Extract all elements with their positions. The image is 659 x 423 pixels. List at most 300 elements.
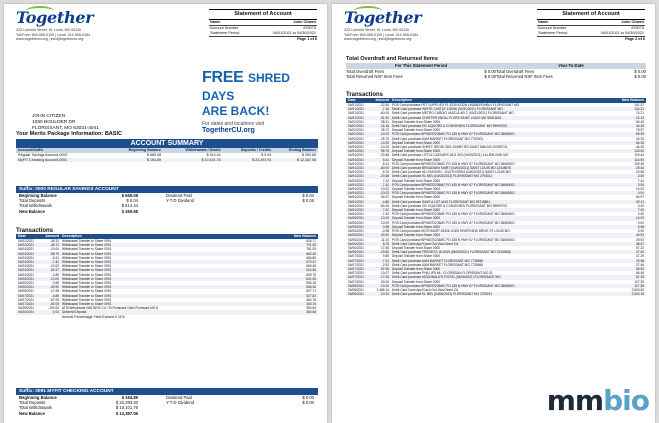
balance-label: New Balance <box>19 208 45 214</box>
tx-cell: 40.92 <box>381 233 389 238</box>
tx-cell: -11.00 <box>380 237 389 242</box>
tx-cell: 2,603.53 <box>631 287 644 292</box>
tx-cell: 44.25 <box>636 124 644 129</box>
dividend-label <box>138 411 218 416</box>
tx-cell: 84.45 <box>636 271 644 276</box>
tx-cell: 119.44 <box>634 153 644 158</box>
tx-cell: 8.75 <box>382 241 389 246</box>
tx-cell: 04/04/2021 <box>348 191 364 196</box>
tx-cell: 04/28/2021 <box>18 306 34 311</box>
tx-cell: -10.00 <box>379 283 389 288</box>
tx-cell: 29.92 <box>636 237 644 242</box>
overdraft-cell: Total Overdraft Fees <box>346 69 384 74</box>
tx-cell: 04/04/2021 <box>348 161 364 166</box>
tx-cell: 04/04/2021 <box>348 153 364 158</box>
summary-cell: $ 0.04 <box>261 153 272 157</box>
summary-cell: $ 10,101.76 <box>201 157 221 162</box>
tx-cell: -10.07 <box>379 271 389 276</box>
summary-header: Beginning Balance <box>128 148 162 152</box>
tx-cell: -29.82 <box>379 250 389 255</box>
tx-cell: 04/02/2021 <box>348 128 364 133</box>
overdraft-cell: Total Returned NSF Item Fees <box>346 74 403 80</box>
tx-cell: 109.49 <box>634 161 644 166</box>
tx-cell: -98.75 <box>49 251 59 256</box>
tx-cell: 04/01/2021 <box>348 103 364 107</box>
balance-value: $ 10,101.76 <box>115 405 138 411</box>
overdraft-cell: Total Returned NSF Item Fees <box>496 74 553 80</box>
tx-cell: 527.71 <box>306 289 316 294</box>
statement-page-1 <box>4 4 327 423</box>
tx-cell: 04/05/2021 <box>348 216 364 221</box>
tx-cell: 04/04/2021 <box>348 203 364 208</box>
tx-cell: 686.89 <box>306 255 316 260</box>
account-summary: ACCOUNT SUMMARY Account/Suffix Beginning Balance Withdrawals / Debits Deposits / Credits Ending Balance Regular Savings Account-0000 $ 665.08 $ 514.44 $ 0.04 $ 350.68 MyFIT Checking Account-0091 $ 164.89 $ 10,101.76 $ 22,293.93 $ 12,387.06 <box>16 139 318 162</box>
balance-value: $ 0.04 <box>126 198 138 204</box>
tx-cell: Deposit Transfer from Share 0000 <box>392 233 441 238</box>
tx-cell: 04/04/2021 <box>18 272 34 277</box>
overdraft-cell: $ 0.00 <box>634 69 646 74</box>
tx-cell: -10.00 <box>49 276 59 281</box>
dividend-value: $ 0.04 <box>302 193 314 198</box>
tx-cell: 04/02/2021 <box>348 140 364 145</box>
tx-cell: 114.90 <box>634 157 644 162</box>
tx-cell: -16.18 <box>379 124 389 129</box>
tx-cell: Debit Card Cash App*Cash Out Visa Direct CA <box>392 287 459 292</box>
tx-cell: 04/01/2021 <box>348 107 364 112</box>
yield-note: Annual Percentage Yield Earned 0.11% <box>62 314 125 319</box>
tx-cell: 0.00 <box>637 182 644 187</box>
tx-cell: 460.76 <box>306 297 316 302</box>
checking-section: Suffix: 0091 MYFIT CHECKING ACCOUNT Beginning Balance $ 164.89 Dividend Paid $ 0.00 Total Deposits $ 22,293.93 Y-T-D Dividend $ 0.00 Total Withdrawals $ 10,101.76 New Balance $ 12,387.06 <box>16 388 318 416</box>
tx-cell: 0.98 <box>382 224 389 229</box>
tx-cell: 04/07/2021 <box>18 297 34 302</box>
tx-cell: Debit Card purchase A&M MARKET FLORISSANT MO 7735560 <box>392 262 484 267</box>
tx-cell: -51.92 <box>379 115 389 120</box>
tx-cell: 10.02 <box>381 187 389 192</box>
tx-cell: 54.97 <box>381 195 389 200</box>
tx-cell: Dividend Deposit <box>62 310 87 315</box>
tx-cell: -10.02 <box>379 191 389 196</box>
tx-cell: 7.42 <box>382 208 389 213</box>
tx-cell: -35.72 <box>49 243 59 248</box>
statement-header: Statement of Account Name John Citizen Account Number 876075 Statement Period 04/01/2021 to 04/30/2021 Page 2 of 6 <box>538 11 645 41</box>
tx-header: New Balance <box>293 234 316 238</box>
tx-cell: Deposit Transfer from Share 0000 <box>392 187 441 192</box>
tx-cell: Debit Card purchase PHILLIPS 66 - FLORISSAN FLORISSANT MO 31 <box>392 271 493 276</box>
tx-cell: 7.42 <box>637 208 644 213</box>
overdraft-cell: Total Overdraft Fees <box>496 69 534 74</box>
tx-cell: 29.44 <box>636 166 644 171</box>
tx-cell: 04/06/2021 <box>18 285 34 290</box>
recipient-address: JOHN CITIZEN 1080 BOULDER DR FLORISSANT, MO 63031-4041 <box>32 114 99 131</box>
tx-cell: 400.76 <box>306 302 316 307</box>
tx-cell: 04/04/2021 <box>18 251 34 256</box>
overdraft-cell: $ 0.00 <box>634 74 646 80</box>
tx-cell: 54.97 <box>636 195 644 200</box>
tx-cell: 134.21 <box>634 107 644 112</box>
tx-cell: 04/02/2021 <box>348 124 364 129</box>
tx-cell: 04/02/2021 <box>348 136 364 141</box>
tx-cell: 04/04/2021 <box>18 260 34 265</box>
cu-address: 423 Lucerne Street, St. Louis, MO 63116 Toll Free: 800-555-0100 | Local: 314-555-0184 www.togethercu.org | info@togethercu.org <box>16 28 91 42</box>
tx-cell: 38.31 <box>381 119 389 124</box>
dividend-label: Y-T-D Dividend <box>166 198 195 204</box>
balance-value: $ 12,387.06 <box>115 410 138 416</box>
tx-cell: -17.06 <box>379 275 389 280</box>
summary-header: Ending Balance <box>288 148 316 152</box>
tx-cell: -7.42 <box>381 182 389 187</box>
balance-label: Total Withdrawals <box>19 405 52 411</box>
tx-cell: 04/07/2021 <box>348 254 364 259</box>
tx-cell: Debit Card purchase CHATTER KNOLL FLORS SAINT LOUIS MO 95201601 <box>392 115 502 120</box>
tx-cell: 0.00 <box>637 220 644 225</box>
tx-cell: 04/06/2021 <box>348 245 364 250</box>
tx-cell: 04/02/2021 <box>348 119 364 124</box>
tx-cell: Debit Card purchase DG LIQUORS & CONVENIEN FLORISSANT MO 99993703 <box>392 124 507 129</box>
tx-cell: 79.97 <box>636 128 644 133</box>
tx-cell: 04/04/2021 <box>18 247 34 252</box>
tx-cell: 10.00 <box>636 216 644 221</box>
tx-cell: -54.97 <box>49 268 59 273</box>
tx-cell: Deposit Transfer from Share 0000 <box>392 195 441 200</box>
tx-cell: -5.41 <box>381 161 389 166</box>
tx-cell: Deposit Transfer from Share 0000 <box>392 128 441 133</box>
tx-cell: Debit Card Cash App*Cash Out Visa Direct CA <box>392 241 459 246</box>
tx-cell: 22.12 <box>636 115 644 120</box>
tx-cell: Debit Card purchase WHITE CASTLE 110036 (03/31/2021) FLORISSANT MO <box>392 107 503 112</box>
tx-cell: 04/07/2021 <box>18 293 34 298</box>
tx-cell: 04/07/2021 <box>18 302 34 307</box>
summary-cell: $ 350.68 <box>301 153 316 157</box>
tx-cell: -80.00 <box>379 166 389 171</box>
tx-cell: Debit Card purchase NU FASHION - SOUTH BRDA (04/03/2021) SAINT LOUIS MO <box>392 170 511 175</box>
tx-cell: Deposit Transfer from Share 0000 <box>392 157 441 162</box>
tx-cell: 04/04/2021 <box>348 174 364 179</box>
tx-cell: 2,543.19 <box>631 292 644 297</box>
balance-label: New Balance <box>19 410 45 416</box>
summary-header: Deposits / Credits <box>240 148 272 152</box>
tx-cell: -60.00 <box>379 111 389 116</box>
dividend-label: Dividend Paid <box>166 193 192 198</box>
tx-cell: Debit Card purchase A&M MARKET FLORISSANT MO 7700001 <box>392 136 484 141</box>
tx-cell: -7.16 <box>381 107 389 112</box>
tx-cell: 04/07/2021 <box>348 271 364 276</box>
tx-cell: 94.52 <box>636 266 644 271</box>
credit-union-logo: Together <box>344 8 422 27</box>
tx-cell: 5.41 <box>382 157 389 162</box>
tx-cell: 04/04/2021 <box>348 187 364 192</box>
tx-cell: -2.52 <box>381 262 389 267</box>
tx-cell: Debit Card purchase SAVE A LOT #419 FLORISSANT MO 95718861 <box>392 199 490 204</box>
tx-cell: 37.29 <box>636 254 644 259</box>
tx-cell: 601.05 <box>306 276 316 281</box>
tx-cell: Debit Card purchase METRO CARDIO VASCULAR C (03/31/2021) FLORISSANT MO <box>392 111 514 116</box>
tx-cell: -10.02 <box>379 132 389 137</box>
tx-cell: 791.05 <box>306 243 316 248</box>
tx-header: Description <box>62 234 82 238</box>
tx-cell: Debit Card purchase EL MEL (04/02/2021) FLORISSANT MO 2793011 <box>392 174 493 179</box>
statement-header: Statement of Account Name John Citizen Account Number 876075 Statement Period 04/01/2021 to 04/30/2021 Page 1 of 6 <box>210 11 317 41</box>
tx-cell: Debit Card purchase LITTLE CAESARS 1611 300 (04/03/2021) 314-809-0000 MO <box>392 153 509 158</box>
tx-cell: 54.25 <box>636 140 644 145</box>
tx-cell: -0.98 <box>381 229 389 234</box>
balance-value: $ 350.68 <box>121 208 138 214</box>
tx-cell: -23.56 <box>379 153 389 158</box>
tx-cell: 27.40 <box>636 250 644 255</box>
tx-cell: Debit Card purchase SHEEY DROW 3161 ASHBY RD SAINT ANN MO 00093741 <box>392 145 508 150</box>
tx-cell: POS Card purchase BPH8370236MC PO 425 N HWY 67 FLORISSANT MO 36660001 <box>392 132 515 137</box>
summary-header: Account/Suffix <box>18 148 44 152</box>
tx-cell: 67.06 <box>381 266 389 271</box>
tx-cell: -100.00 <box>48 306 59 311</box>
tx-cell: POS Card purchase BPH8370236MC PO 425 N HWY 67 FLORISSANT MO 36660001 <box>392 212 515 217</box>
tx-cell: 781.05 <box>306 247 316 252</box>
dividend-value: $ 0.00 <box>302 395 314 400</box>
tx-cell: 04/04/2021 <box>18 255 34 260</box>
tx-cell: -17.65 <box>49 289 59 294</box>
tx-cell: -8.76 <box>381 170 389 175</box>
tx-cell: 0.00 <box>637 191 644 196</box>
tx-cell: Deposit Transfer from Share 0000 <box>392 245 441 250</box>
balance-label: Total Deposits <box>19 400 46 406</box>
tx-cell: 04/06/2021 <box>18 289 34 294</box>
tx-cell: -4.80 <box>51 272 59 277</box>
tx-cell: Debit Card purchase DG LIQUORS & CONVENIEN FLORISSANT MO 99993703 <box>392 203 507 208</box>
balance-label: Total Deposits <box>19 198 46 204</box>
tx-cell: 04/04/2021 <box>348 212 364 217</box>
tx-cell: 04/08/2021 <box>348 283 364 288</box>
tx-cell: 04/05/2021 <box>18 281 34 286</box>
tx-cell: 04/04/2021 <box>348 195 364 200</box>
statement-page-2 <box>332 4 655 423</box>
table-row <box>346 292 646 296</box>
tx-cell: 2,486.14 <box>376 287 389 292</box>
tx-cell: 60.43 <box>636 119 644 124</box>
tx-cell: Withdrawal Transfer to Share 0091 <box>62 247 112 252</box>
tx-cell: -38.31 <box>49 239 59 243</box>
tx-cell: 0.00 <box>637 203 644 208</box>
summary-cell: Regular Savings Account-0000 <box>18 153 68 157</box>
tx-cell: Withdrawal Transfer to Share 0091 <box>62 268 112 273</box>
tx-cell: -67.06 <box>49 297 59 302</box>
balance-value: $ 22,293.93 <box>115 400 138 406</box>
tx-cell: Debit Card purchase MCDONALD'S F32731 (04/06/2021) FLORISSANT MO <box>392 275 501 280</box>
tx-cell: POS Card purchase BPH8370236MC PO 425 N HWY 67 FLORISSANT MO 36660001 <box>392 237 515 242</box>
tx-cell: Debit Card purchase A&M MARKET FLORISSANT MO 7735560 <box>392 258 484 263</box>
tx-cell: POS Card purchase BPH8370236MC PO 425 N HWY 67 FLORISSANT MO 36660001 <box>392 283 515 288</box>
tx-cell: Withdrawal Transfer to Share 0091 <box>62 281 112 286</box>
tx-cell: -20.68 <box>379 174 389 179</box>
tx-cell: Withdrawal Transfer to Share 0091 <box>62 243 112 248</box>
tx-cell: Deposit Transfer from Share 0000 <box>392 254 441 259</box>
tx-cell: Debit Card purchase BROADWAY MART (04/03/2021) SAINT LOUIS MO 12345678 <box>392 166 511 171</box>
tx-cell: 527.82 <box>306 293 316 298</box>
summary-row <box>16 158 318 163</box>
tx-cell: -40.92 <box>49 285 59 290</box>
balance-label: Total Withdrawals <box>19 203 52 209</box>
tx-cell: 04/06/2021 <box>348 241 364 246</box>
tx-cell: 04/04/2021 <box>348 145 364 150</box>
tx-cell: 04/05/2021 <box>348 224 364 229</box>
tx-cell: 67.39 <box>636 275 644 280</box>
overdraft-cell: $ 0.00 <box>484 69 496 74</box>
dividend-label: Y-T-D Dividend <box>166 400 195 406</box>
tx-cell: 27.46 <box>636 262 644 267</box>
balance-value: $ 514.44 <box>121 203 138 209</box>
savings-transactions: Transactions Date Amount Description New Balance 04/02/2021 -38.31 Withdrawal Transfer to Share 0091 626.77 04/02/2021 -35.72 Withdrawal Transfer to Share 0091 791.05 04/04/2021 -10.00 Withdrawal Transfer to Share 0091 781.05 04/04/2021 -98.75 Withdrawal Transfer to Share 0091 682.30 04/04/2021 -5.41 Withdrawal Transfer to Share 0091 686.89 04/04/2021 -7.42 Withdrawal Transfer to Share 0091 679.47 04/04/2021 -10.02 Withdrawal Transfer to Share 0091 669.45 04/04/2021 -54.97 Withdrawal Transfer to Share 0091 614.56 04/04/2021 -4.80 Withdrawal Transfer to Share 0091 609.76 04/05/2021 -10.00 Withdrawal Transfer to Share 0091 601.05 04/05/2021 -0.96 Withdrawal Transfer to Share 0091 596.18 04/06/2021 -40.92 Withdrawal Transfer to Share 0091 556.26 04/06/2021 -17.65 Withdrawal Transfer to Share 0091 527.71 04/07/2021 -0.89 Withdrawal Transfer to Share 0091 527.82 04/07/2021 -67.06 Withdrawal Transfer to Share 0091 460.76 04/07/2021 -60.00 Withdrawal Transfer to Share 0091 400.76 04/28/2021 -100.00 ATM Withdrawal VANTAGE CU 7th Florissant Oaks Florissant MO 8 350.64 04/30/2021 0.04 Dividend Deposit 350.68 Annual Percentage Yield Earned 0.11% <box>16 228 316 319</box>
tx-cell: 9.89 <box>382 254 389 259</box>
tx-cell: 596.18 <box>306 281 316 286</box>
tx-cell: Withdrawal Transfer to Share 0091 <box>62 260 112 265</box>
tx-cell: 0.00 <box>637 229 644 234</box>
dividend-label <box>138 209 218 214</box>
overdraft-title: Total Overdraft and Returned Items <box>346 56 438 62</box>
tx-cell: Deposit Transfer from Share 0000 <box>392 119 441 124</box>
tx-cell: 04/05/2021 <box>348 229 364 234</box>
tx-cell: 04/04/2021 <box>348 199 364 204</box>
summary-cell: MyFIT Checking Account-0091 <box>18 157 68 162</box>
tx-cell: 0.00 <box>637 174 644 179</box>
tx-cell: 0.04 <box>52 310 59 315</box>
package-info: Your Merits Package Information: BASIC <box>16 131 122 137</box>
tx-cell: Withdrawal Transfer to Share 0091 <box>62 297 112 302</box>
tx-cell: 44.25 <box>636 136 644 141</box>
tx-cell: 44.25 <box>636 145 644 150</box>
tx-cell: 74.21 <box>636 111 644 116</box>
tx-cell: Withdrawal Transfer to Share 0091 <box>62 276 112 281</box>
tx-cell: 04/07/2021 <box>348 266 364 271</box>
dividend-value: $ 0.00 <box>302 400 314 406</box>
tx-cell: Withdrawal Transfer to Share 0091 <box>62 251 112 256</box>
tx-cell: 04/04/2021 <box>348 208 364 213</box>
balance-label: Beginning Balance <box>19 193 57 198</box>
tx-cell: 04/02/2021 <box>18 243 34 248</box>
tx-cell: -25.70 <box>379 136 389 141</box>
tx-cell: 10.00 <box>381 140 389 145</box>
overdraft-row <box>346 74 646 79</box>
tx-cell: Withdrawal Transfer to Share 0091 <box>62 285 112 290</box>
tx-cell: -7.42 <box>381 212 389 217</box>
balance-value: $ 164.89 <box>121 395 138 400</box>
tx-cell: 60.00 <box>381 279 389 284</box>
watermark: mmbio <box>546 384 649 417</box>
tx-cell: Withdrawal Transfer to Share 0091 <box>62 272 112 277</box>
tx-cell: 35.72 <box>381 128 389 133</box>
tx-cell: 679.47 <box>306 260 316 265</box>
tx-cell: Debit Card purchase EL MEL (04/06/2021) FLORISSANT MO 2793011 <box>392 292 493 297</box>
tx-cell: 117.39 <box>634 283 644 288</box>
tx-cell: Withdrawal Transfer to Share 0091 <box>62 289 112 294</box>
tx-cell: 350.68 <box>306 310 316 315</box>
balance-line <box>16 411 318 416</box>
balance-value: $ 665.08 <box>121 193 138 198</box>
tx-cell: 38.67 <box>636 241 644 246</box>
tx-cell: Deposit Transfer from Share 0000 <box>392 178 441 183</box>
tx-cell: 609.76 <box>306 272 316 277</box>
tx-cell: 04/07/2021 <box>348 275 364 280</box>
tx-cell: Deposit Transfer from Share 0000 <box>392 279 441 284</box>
tx-cell: 04/02/2021 <box>348 115 364 120</box>
tx-cell: 04/05/2021 <box>348 220 364 225</box>
tx-cell: 669.45 <box>306 264 316 269</box>
tx-cell: 04/04/2021 <box>348 157 364 162</box>
tx-cell: -22.84 <box>379 103 389 107</box>
tx-cell: 04/08/2021 <box>348 287 364 292</box>
tx-cell: Deposit Transfer from Share 0000 <box>392 140 441 145</box>
tx-cell: 682.30 <box>306 251 316 256</box>
tx-cell: 556.26 <box>306 285 316 290</box>
tx-cell: -10.00 <box>379 220 389 225</box>
tx-cell: 04/06/2021 <box>348 250 364 255</box>
tx-cell: -7.42 <box>51 260 59 265</box>
tx-cell: POS Card purchase BPH8370236MC PO 425 N HWY 67 FLORISSANT MO 36660001 <box>392 161 515 166</box>
savings-section: Suffix: 0000 REGULAR SAVINGS ACCOUNT Beginning Balance $ 665.08 Dividend Paid $ 0.04 Total Deposits $ 0.04 Y-T-D Dividend $ 0.06 Total Withdrawals $ 514.44 New Balance $ 350.68 <box>16 186 318 214</box>
tx-cell: Debit Card purchase FREDDYS 16-0019 (04/05/2021) FLORISSANT MO 31252636 <box>392 250 511 255</box>
tx-cell: -5.41 <box>51 255 59 260</box>
tx-cell: 04/04/2021 <box>18 268 34 273</box>
tx-cell: -4.86 <box>381 199 389 204</box>
tx-cell: -60.00 <box>49 302 59 307</box>
tx-cell: 17.65 <box>381 245 389 250</box>
tx-cell: -10.00 <box>379 145 389 150</box>
shred-days-ad[interactable]: FREE SHRED DAYS ARE BACK! For dates and locations visit TogetherCU.org <box>202 69 318 127</box>
page-number: Page 1 of 6 <box>296 37 317 41</box>
tx-cell: 127.39 <box>634 279 644 284</box>
tx-cell: 04/07/2021 <box>348 279 364 284</box>
balance-label: Beginning Balance <box>19 395 57 400</box>
tx-cell: 10.02 <box>636 187 644 192</box>
tx-cell: Deposit Transfer from Share 0000 <box>392 208 441 213</box>
tx-cell: POS Card purchase MOTOMART #3306 11005 RIVERVIEW DRIVE ST LOUIS MO <box>392 229 510 234</box>
credit-union-logo: Together <box>16 8 94 27</box>
tx-cell: 04/04/2021 <box>348 149 364 154</box>
tx-header: Date <box>18 234 26 238</box>
tx-cell: 04/08/2021 <box>348 292 364 297</box>
tx-cell: -0.89 <box>51 293 59 298</box>
tx-header: Date <box>348 98 356 102</box>
tx-cell: 04/05/2021 <box>18 276 34 281</box>
tx-cell: POS Card purchase BPH8370236MC PO 425 N HWY 67 FLORISSANT MO 36660001 <box>392 182 515 187</box>
summary-cell: $ 665.08 <box>147 153 162 157</box>
tx-cell: 04/07/2021 <box>348 262 364 267</box>
dividend-value: $ 0.06 <box>302 198 314 204</box>
tx-cell: 98.75 <box>381 149 389 154</box>
tx-cell: 40.92 <box>636 233 644 238</box>
tx-cell: 350.64 <box>306 306 316 311</box>
tx-cell: 7.42 <box>637 178 644 183</box>
summary-header: Withdrawals / Debits <box>185 148 221 152</box>
checking-transactions: Transactions Date Amount Description New Balance 04/01/2021 -22.84 POS Card purchase PET SUPPLIES PL 8230 8232N LINDBERGHBLV FLORISSANT MO 141.37 04/01/2021 -7.16 Debit Card purchase WHITE CASTLE 110036 (03/31/2021) FLORISSANT MO 134.21 04/01/2021 -60.00 Debit Card purchase METRO CARDIO VASCULAR C (03/31/2021) FLORISSANT MO 74.21 04/02/2021 -51.92 Debit Card purchase CHATTER KNOLL FLORS SAINT LOUIS MO 95201601 22.12 04/02/2021 38.31 Deposit Transfer from Share 0000 60.43 04/02/2021 -16.18 Debit Card purchase DG LIQUORS & CONVENIEN FLORISSANT MO 99993703 44.25 04/02/2021 35.72 Deposit Transfer from Share 0000 79.97 04/02/2021 -10.02 POS Card purchase BPH8370236MC PO 425 N HWY 67 FLORISSANT MO 36660001 69.95 04/02/2021 -25.70 Debit Card purchase A&M MARKET FLORISSANT MO 7700001 44.25 04/02/2021 10.00 Deposit Transfer from Share 0000 54.25 04/04/2021 -10.00 Debit Card purchase SHEEY DROW 3161 ASHBY RD SAINT ANN MO 00093741 44.25 04/04/2021 98.75 Deposit Transfer from Share 0000 143.00 04/04/2021 -23.56 Debit Card purchase LITTLE CAESARS 1611 300 (04/03/2021) 314-809-0000 MO 119.44 04/04/2021 5.41 Deposit Transfer from Share 0000 114.90 04/04/2021 -5.41 POS Card purchase BPH8370236MC PO 425 N HWY 67 FLORISSANT MO 36660001 109.49 04/04/2021 -80.00 Debit Card purchase BROADWAY MART (04/03/2021) SAINT LOUIS MO 12345678 29.44 04/04/2021 -8.76 Debit Card purchase NU FASHION - SOUTH BRDA (04/03/2021) SAINT LOUIS MO 20.68 04/04/2021 -20.68 Debit Card purchase EL MEL (04/02/2021) FLORISSANT MO 2793011 0.00 04/04/2021 7.42 Deposit Transfer from Share 0000 7.42 04/04/2021 -7.42 POS Card purchase BPH8370236MC PO 425 N HWY 67 FLORISSANT MO 36660001 0.00 04/04/2021 10.02 Deposit Transfer from Share 0000 10.02 04/04/2021 -10.02 POS Card purchase BPH8370236MC PO 425 N HWY 67 FLORISSANT MO 36660001 0.00 04/04/2021 54.97 Deposit Transfer from Share 0000 54.97 04/04/2021 -4.86 Debit Card purchase SAVE A LOT #419 FLORISSANT MO 95718861 50.11 04/04/2021 -50.16 Debit Card purchase DG LIQUORS & CONVENIEN FLORISSANT MO 99993703 0.00 04/04/2021 7.42 Deposit Transfer from Share 0000 7.42 04/04/2021 -7.42 POS Card purchase BPH8370236MC PO 425 N HWY 67 FLORISSANT MO 36660001 0.00 04/05/2021 10.00 Deposit Transfer from Share 0000 10.00 04/05/2021 -10.00 POS Card purchase BPH8370236MC PO 425 N HWY 67 FLORISSANT MO 36660001 0.00 04/05/2021 0.98 Deposit Transfer from Share 0000 0.98 04/05/2021 -0.98 POS Card purchase MOTOMART #3306 11005 RIVERVIEW DRIVE ST LOUIS MO 0.00 04/06/2021 40.92 Deposit Transfer from Share 0000 40.92 04/06/2021 -11.00 POS Card purchase BPH8370236MC PO 425 N HWY 67 FLORISSANT MO 36660001 29.92 04/06/2021 8.75 Debit Card Cash App*Cash Out Visa Direct CA 38.67 04/06/2021 17.65 Deposit Transfer from Share 0000 57.22 04/06/2021 -29.82 Debit Card purchase FREDDYS 16-0019 (04/05/2021) FLORISSANT MO 31252636 27.40 04/07/2021 9.89 Deposit Transfer from Share 0000 37.29 04/07/2021 -7.31 Debit Card purchase A&M MARKET FLORISSANT MO 7735560 29.98 04/07/2021 -2.52 Debit Card purchase A&M MARKET FLORISSANT MO 7735560 27.46 04/07/2021 67.06 Deposit Transfer from Share 0000 94.52 04/07/2021 -10.07 Debit Card purchase PHILLIPS 66 - FLORISSAN FLORISSANT MO 31 84.45 04/07/2021 -17.06 Debit Card purchase MCDONALD'S F32731 (04/06/2021) FLORISSANT MO 67.39 04/07/2021 60.00 Deposit Transfer from Share 0000 127.39 04/08/2021 -10.00 POS Card purchase BPH8370236MC PO 425 N HWY 67 FLORISSANT MO 36660001 117.39 04/08/2021 2,486.14 Debit Card Cash App*Cash Out Visa Direct CA 2,603.53 04/08/2021 -10.34 Debit Card purchase EL MEL (04/06/2021) FLORISSANT MO 2793011 2,543.19 <box>346 92 644 297</box>
overdraft-cell: $ 0.00 <box>484 74 496 80</box>
tx-cell: 04/04/2021 <box>348 182 364 187</box>
tx-cell: 7.42 <box>382 178 389 183</box>
tx-cell: 04/02/2021 <box>18 239 34 243</box>
tx-header: Description <box>392 98 412 102</box>
tx-header: Amount <box>45 234 59 238</box>
tx-cell: POS Card purchase BPH8370236MC PO 425 N HWY 67 FLORISSANT MO 36660001 <box>392 220 515 225</box>
tx-cell: POS Card purchase BPH8370236MC PO 425 N HWY 67 FLORISSANT MO 36660001 <box>392 191 515 196</box>
tx-cell: 04/01/2021 <box>348 111 364 116</box>
tx-cell: 29.98 <box>636 258 644 263</box>
tx-header: Amount <box>375 98 389 102</box>
tx-cell: 04/04/2021 <box>348 170 364 175</box>
tx-header: New Balance <box>621 98 644 102</box>
page-number: Page 2 of 6 <box>624 37 645 41</box>
tx-cell: 04/30/2021 <box>18 310 34 315</box>
tx-cell: 04/07/2021 <box>348 258 364 263</box>
summary-cell: $ 514.44 <box>206 153 221 157</box>
overdraft-table: For This Statement Period Year-To-Date Total Overdraft Fees $ 0.00 Total Overdraft Fees $ 0.00 Total Returned NSF Item Fees $ 0.00 Total Returned NSF Item Fees $ 0.00 <box>346 63 646 80</box>
